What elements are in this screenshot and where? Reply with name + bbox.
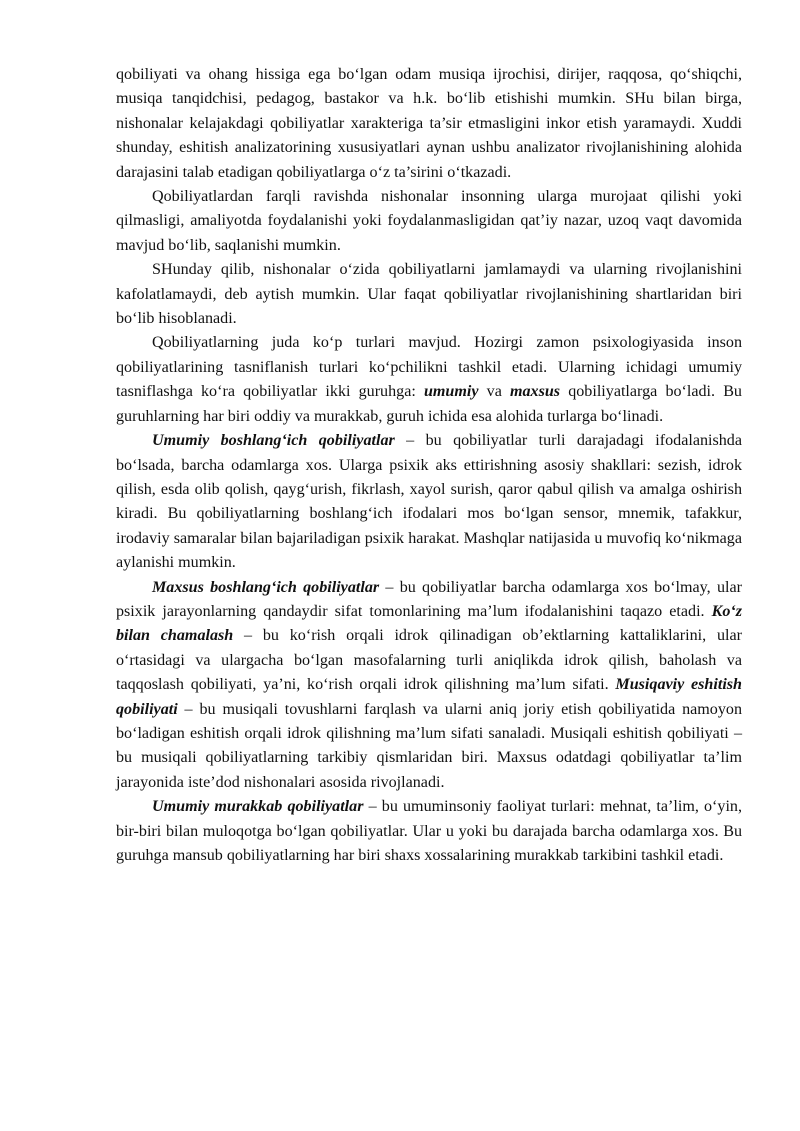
text-run: – bu qobiliyatlar barcha odamlarga xos bo‘lmay, ular psixik jarayonlarning qandaydir sifat tomonlarining ma’lum ifodalanishini taqazo etadi. xyxy=(116,578,742,620)
paragraph-classification xyxy=(116,331,742,429)
paragraph-conclusion xyxy=(116,258,742,331)
term-general: umumiy xyxy=(423,383,479,401)
paragraph-talents-vs-abilities xyxy=(116,185,742,258)
term-visual-estimation: Ko‘z bilan chamalash xyxy=(116,602,742,645)
term-special: maxsus xyxy=(509,383,561,401)
term-general-elementary: Umumiy boshlang‘ich qobiliyatlar xyxy=(152,432,395,450)
text-run: – bu qobiliyatlar turli darajadagi ifodalanishda bo‘lsada, barcha odamlarga xos. Ularga psixik aks ettirishning asosiy shakllari: sezish, idrok qilish, esda olib qolish, qayg‘urish, fikrlash, xayol surish, qaror qabul qilish va amalga oshirish kiradi. Bu qobiliyatlarning boshlang‘ich ifodalari mos bo‘lgan sensor, mnemik, tafakkur, irodaviy samaralar bilan bajariladigan psixik harakat. Mashqlar natijasida u muvofiq ko‘nikmaga aylanishi mumkin. xyxy=(116,432,742,572)
text-run: SHunday qilib, nishonalar o‘zida qobiliyatlarni jamlamaydi va ularning rivojlanishini kafolatlamaydi, deb aytish mumkin. Ular faqat qobiliyatlar rivojlanishining shartlaridan biri bo‘lib hisoblanadi. xyxy=(116,261,742,328)
term-musical-hearing: Musiqaviy eshitish qobiliyati xyxy=(116,676,743,718)
text-run: va xyxy=(478,383,510,401)
text-run: Qobiliyatlardan farqli ravishda nishonalar insonning ularga murojaat qilishi yoki qilmasligi, amaliyotda foydalanishi yoki foydalanmasligidan qat’iy nazar, uzoq vaqt davomida mavjud bo‘lib, saqlanishi mumkin. xyxy=(116,188,742,254)
paragraph-general-complex xyxy=(116,795,742,868)
text-run: – bu musiqali tovushlarni farqlash va ularni aniq joriy etish qobiliyatida namoyon bo‘ladigan eshitish orqali idrok qilishning ma’lum sifati sanaladi. Musiqali eshitish qobiliyati – bu musiqali qobiliyatlarning tarkibiy qismlaridan biri. Maxsus odatdagi qobiliyatlar ta’lim jarayonida iste’dod nishonalari asosida rivojlanadi. xyxy=(116,700,742,791)
text-run: qobiliyati va ohang hissiga ega bo‘lgan odam musiqa ijrochisi, dirijer, raqqosa, qo‘shiqchi, musiqa tanqidchisi, pedagog, bastakor va h.k. bo‘lib etishishi mumkin. SHu bilan birga, nishonalar kelajakdagi qobiliyatlar xarakteriga ta’sir etmasligini inkor etish yaramaydi. Xuddi shunday, eshitish analizatorining xususiyatlari aynan ushbu analizator rivojlanishining alohida darajasini talab etadigan qobiliyatlarga o‘z ta’sirini o‘tkazadi. xyxy=(116,66,742,181)
term-special-elementary: Maxsus boshlang‘ich qobiliyatlar xyxy=(152,578,380,596)
document-page xyxy=(116,63,742,868)
text-run: – bu ko‘rish orqali idrok qilinadigan ob’ektlarning kattaliklarini, ular o‘rtasidagi va ulargacha bo‘lgan masofalarning turli aniqlikda idrok qilish, baholash va taqqoslash qobiliyati, ya’ni, ko‘rish orqali idrok qilishning ma’lum sifati. xyxy=(116,627,742,694)
text-run: – bu umuminsoniy faoliyat turlari: mehnat, ta’lim, o‘yin, bir-biri bilan muloqotga bo‘lgan qobiliyatlar. Ular u yoki bu darajada barcha odamlarga xos. Bu guruhga mansub qobiliyatlarning har biri shaxs xossalarining murakkab tarkibini tashkil etadi. xyxy=(116,798,742,864)
paragraph-continuation xyxy=(116,63,742,185)
term-general-complex: Umumiy murakkab qobiliyatlar xyxy=(152,798,364,816)
paragraph-general-elementary xyxy=(116,429,742,575)
text-run: qobiliyatlarga bo‘ladi. Bu guruhlarning har biri oddiy va murakkab, guruh ichida esa alohida turlarga bo‘linadi. xyxy=(116,383,742,425)
paragraph-special-elementary xyxy=(116,576,742,796)
text-run: Qobiliyatlarning juda ko‘p turlari mavjud. Hozirgi zamon psixologiyasida inson qobiliyatlarining tasniflanish turlari ko‘pchilikni tashkil etadi. Ularning ichidagi umumiy tasniflashga ko‘ra qobiliyatlar ikki guruhga: xyxy=(116,334,742,401)
